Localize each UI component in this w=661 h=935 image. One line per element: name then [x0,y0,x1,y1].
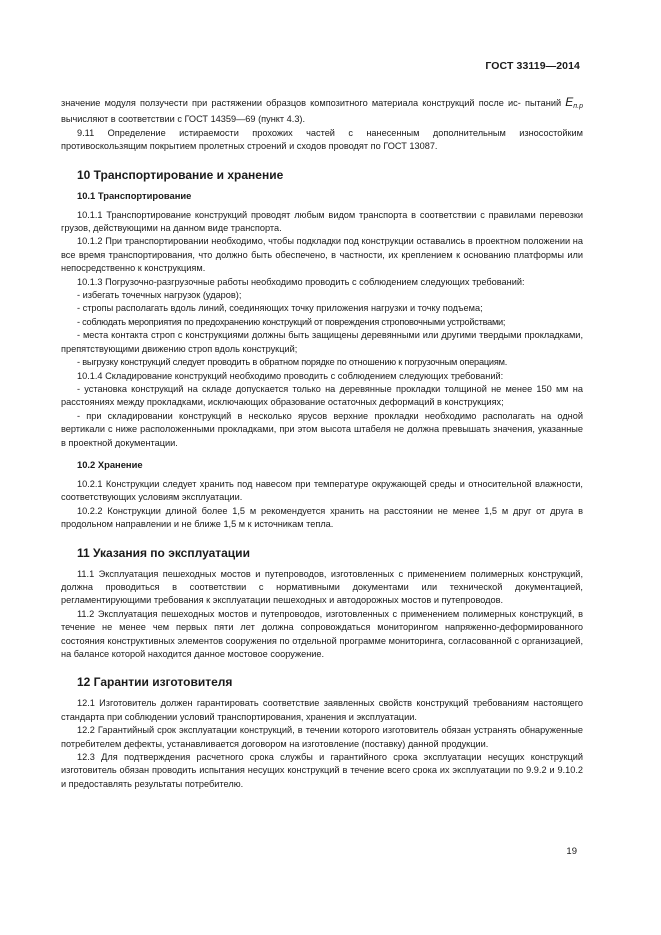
paragraph-12-2: 12.2 Гарантийный срок эксплуатации конструкций, в течении которого изготовитель обязан устранять обнаруженные потребителем дефекты, устанавливается договором на изготовление (поставку) данной продукции. [61,725,583,749]
intro-line-1: значение модуля ползучести при растяжении образцов композитного материала конструкций после ис- [61,98,521,108]
formula-symbol [565,95,583,109]
list-item: - при складировании конструкций в несколько ярусов верхние прокладки необходимо располагать на одной вертикали с ниже расположенными прокладками, при этом высота штабеля не должна превышать значения, указанные в проектной документации. [61,410,583,448]
paragraph-intro [61,96,583,127]
document-body [61,96,583,791]
symbol-e: E [565,95,574,109]
page-number: 19 [566,846,577,857]
subsection-10-2-title: 10.2 Хранение [77,458,143,470]
list-item: - стропы располагать вдоль линий, соединяющих точку приложения нагрузки и точку подъема; [77,303,483,314]
paragraph-10-1-4: 10.1.4 Складирование конструкций необходимо проводить с соблюдением следующих требований: [77,370,504,381]
intro-line-2-end: вычисляют в соответствии с ГОСТ 14359—69 (пункт 4.3). [61,114,306,125]
paragraph-10-1-1: 10.1.1 Транспортирование конструкций проводят любым видом транспорта в соответствии с правилами перевозки грузов, действующими на данном виде транспорта. [61,209,583,234]
paragraph-10-2-1: 10.2.1 Конструкции следует хранить под навесом при температуре окружающей среды и относительной влажности, соответствующих условиям эксплуатации. [61,478,583,503]
subsection-10-1-title: 10.1 Транспортирование [77,189,192,201]
list-item: - места контакта строп с конструкциями должны быть защищены деревянными или другими твердыми прокладками, препятствующими движению строп вдоль конструкций; [61,330,583,354]
paragraph-10-2-2: 10.2.2 Конструкции длиной более 1,5 м рекомендуется хранить на расстоянии не менее 1,5 м друг от друга в продольном направлении и не ближе 1,5 м к источникам тепла. [61,505,583,530]
paragraph-9-11: 9.11 Определение истираемости прохожих частей с нанесенным дополнительным износостойким противоскользящим покрытием пролетных строений и сходов проводят по ГОСТ 13087. [61,127,583,152]
paragraph-12-3: 12.3 Для подтверждения расчетного срока службы и гарантийного срока эксплуатации несущих конструкций изготовитель обязан проводить испытания несущих конструкций в течение всего срока их эксплуатации по 9.9.2 и 9.10.2 и предоставлять результаты потребителю. [61,752,583,789]
list-item: - избегать точечных нагрузок (ударов); [77,290,242,301]
section-10-title: 10 Транспортирование и хранение [77,167,284,182]
list-item: - соблюдать мероприятия по предохранению конструкций от повреждения строповочными устройствами; [77,316,506,327]
paragraph-10-1-2: 10.1.2 При транспортировании необходимо, чтобы подкладки под конструкции оставались в проектном положении на все время транспортирования, что должно быть обеспечено, в частности, их креплением к основанию платформы или непосредственно к конструкциям. [61,236,583,274]
paragraph-10-1-3: 10.1.3 Погрузочно-разгрузочные работы необходимо проводить с соблюдением следующих требований: [77,276,525,287]
paragraph-12-1: 12.1 Изготовитель должен гарантировать соответствие заявленных свойств конструкций требованиям настоящего стандарта при соблюдении условий транспортирования, хранения и эксплуатации. [61,698,583,722]
list-item: - установка конструкций на складе допускается только на деревянные прокладки толщиной не менее 150 мм на расстояниях между прокладками, исключающих образование остаточных деформаций в конструкциях; [61,383,583,408]
symbol-subscript: п.р [573,103,583,110]
paragraph-11-1: 11.1 Эксплуатация пешеходных мостов и путепроводов, изготовленных с применением полимерных конструкций, должна проводиться в соответствии с нормативными документами или технической документацией, регламентирующими требования к эксплуатации пешеходных и автодорожных мостов и путепроводов. [61,568,583,606]
section-12-title: 12 Гарантии изготовителя [77,675,233,690]
list-item: - выгрузку конструкций следует проводить в обратном порядке по отношению к погрузочным операциям. [77,357,508,368]
paragraph-11-2: 11.2 Эксплуатация пешеходных мостов и путепроводов, изготовленных с применением полимерных конструкций, в течение не менее чем первых пяти лет должна сопровождаться мониторингом напряженно-деформированного состояния конструктивных элементов сооружения по отдельной программе мониторинга, согласованной с организацией, на балансе которой находится данное мостовое сооружение. [61,608,583,659]
section-11-title: 11 Указания по эксплуатации [77,545,250,560]
document-code: ГОСТ 33119—2014 [485,60,580,72]
intro-line-2-start: пытаний [524,98,566,108]
